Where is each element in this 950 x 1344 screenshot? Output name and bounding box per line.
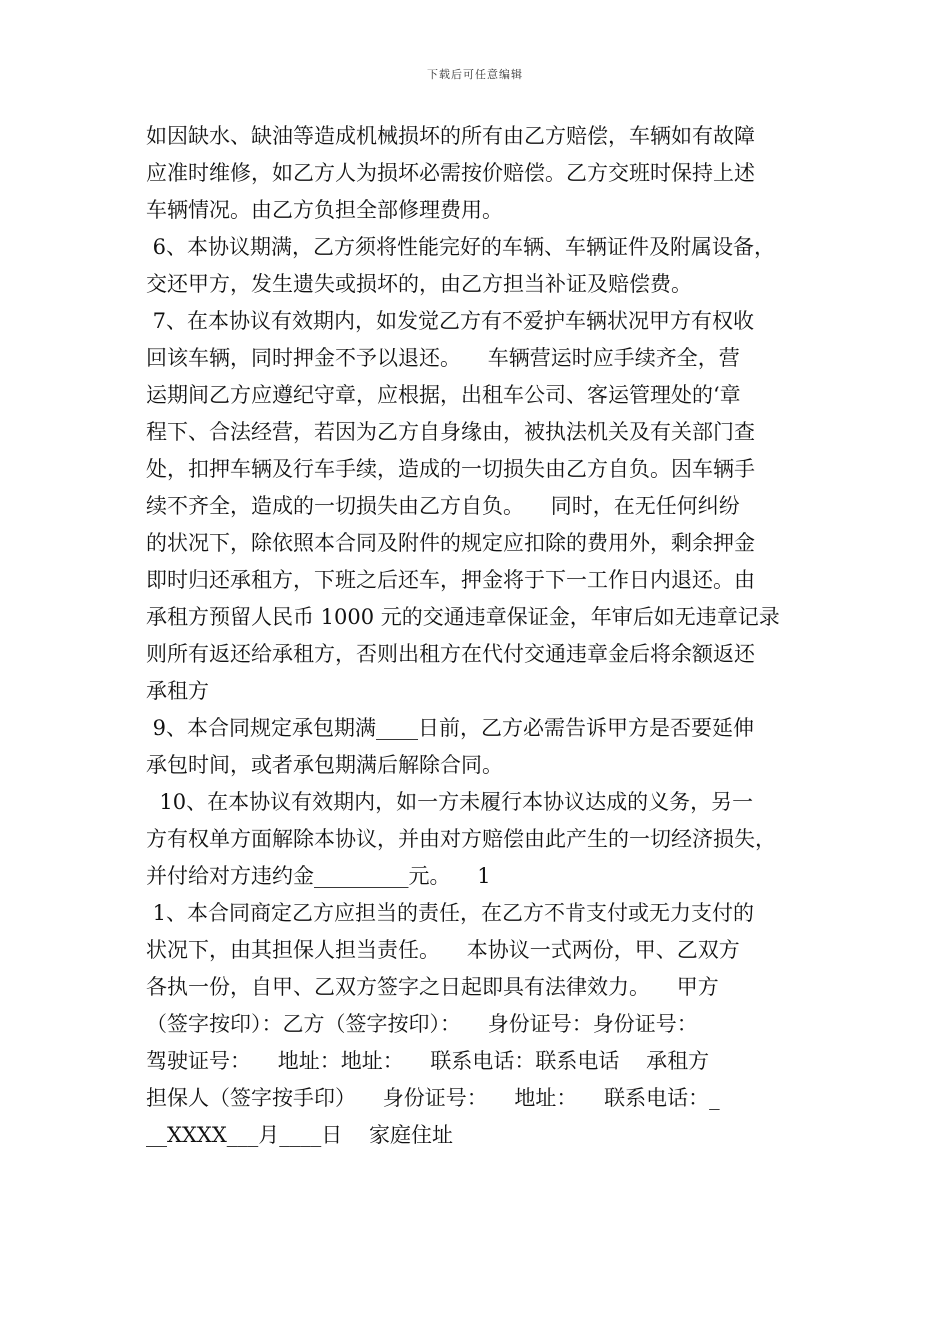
page-header: 下载后可任意编辑 — [427, 68, 523, 81]
text-line: 程下、合法经营，若因为乙方自身缘由，被执法机关及有关部门查 — [146, 420, 755, 444]
text-line: 的状况下，除依照本合同及附件的规定应扣除的费用外，剩余押金 — [146, 531, 755, 555]
text-line: 6、本协议期满，乙方须将性能完好的车辆、车辆证件及附属设备， — [146, 235, 776, 259]
text-line: 10、在本协议有效期内，如一方未履行本协议达成的义务，另一 — [146, 790, 754, 814]
text-line: 7、在本协议有效期内，如发觉乙方有不爱护车辆状况甲方有权收 — [146, 309, 755, 333]
text-line: 续不齐全，造成的一切损失由乙方自负。 同时，在无任何纠纷 — [146, 494, 740, 518]
text-line: 则所有返还给承租方，否则出租方在代付交通违章金后将余额返还 — [146, 642, 755, 666]
text-line: 担保人（签字按手印） 身份证号： 地址： 联系电话：_ — [146, 1086, 720, 1110]
text-line: （签字按印）：乙方（签字按印）： 身份证号：身份证号： — [146, 1012, 698, 1036]
text-line: 即时归还承租方，下班之后还车，押金将于下一工作日内退还。由 — [146, 568, 755, 592]
text-line: __XXXX___月____日 家庭住址 — [146, 1123, 454, 1147]
text-line: 承包时间，或者承包期满后解除合同。 — [146, 753, 503, 777]
text-line: 如因缺水、缺油等造成机械损坏的所有由乙方赔偿，车辆如有故障 — [146, 124, 755, 148]
text-line: 运期间乙方应遵纪守章，应根据，出租车公司、客运管理处的‘章 — [146, 383, 741, 407]
text-line: 9、本合同规定承包期满____日前，乙方必需告诉甲方是否要延伸 — [146, 716, 755, 740]
text-line: 处，扣押车辆及行车手续，造成的一切损失由乙方自负。因车辆手 — [146, 457, 755, 481]
text-line: 方有权单方面解除本协议，并由对方赔偿由此产生的一切经济损失， — [146, 827, 776, 851]
text-line: 承租方预留人民币 1000 元的交通违章保证金，年审后如无违章记录 — [146, 605, 780, 629]
text-line: 交还甲方，发生遗失或损坏的，由乙方担当补证及赔偿费。 — [146, 272, 692, 296]
text-line: 车辆情况。由乙方负担全部修理费用。 — [146, 198, 503, 222]
text-line: 并付给对方违约金_________元。 1 — [146, 864, 491, 888]
text-line: 回该车辆，同时押金不予以退还。 车辆营运时应手续齐全，营 — [146, 346, 740, 370]
document-body — [146, 118, 826, 1154]
text-line: 各执一份，自甲、乙双方签字之日起即具有法律效力。 甲方 — [146, 975, 719, 999]
text-line: 驾驶证号： 地址：地址： 联系电话：联系电话 承租方 — [146, 1049, 710, 1073]
text-line: 状况下，由其担保人担当责任。 本协议一式两份，甲、乙双方 — [146, 938, 740, 962]
text-line: 承租方 — [146, 679, 209, 703]
text-line: 1、本合同商定乙方应担当的责任，在乙方不肯支付或无力支付的 — [146, 901, 755, 925]
text-line: 应准时维修，如乙方人为损坏必需按价赔偿。乙方交班时保持上述 — [146, 161, 755, 185]
